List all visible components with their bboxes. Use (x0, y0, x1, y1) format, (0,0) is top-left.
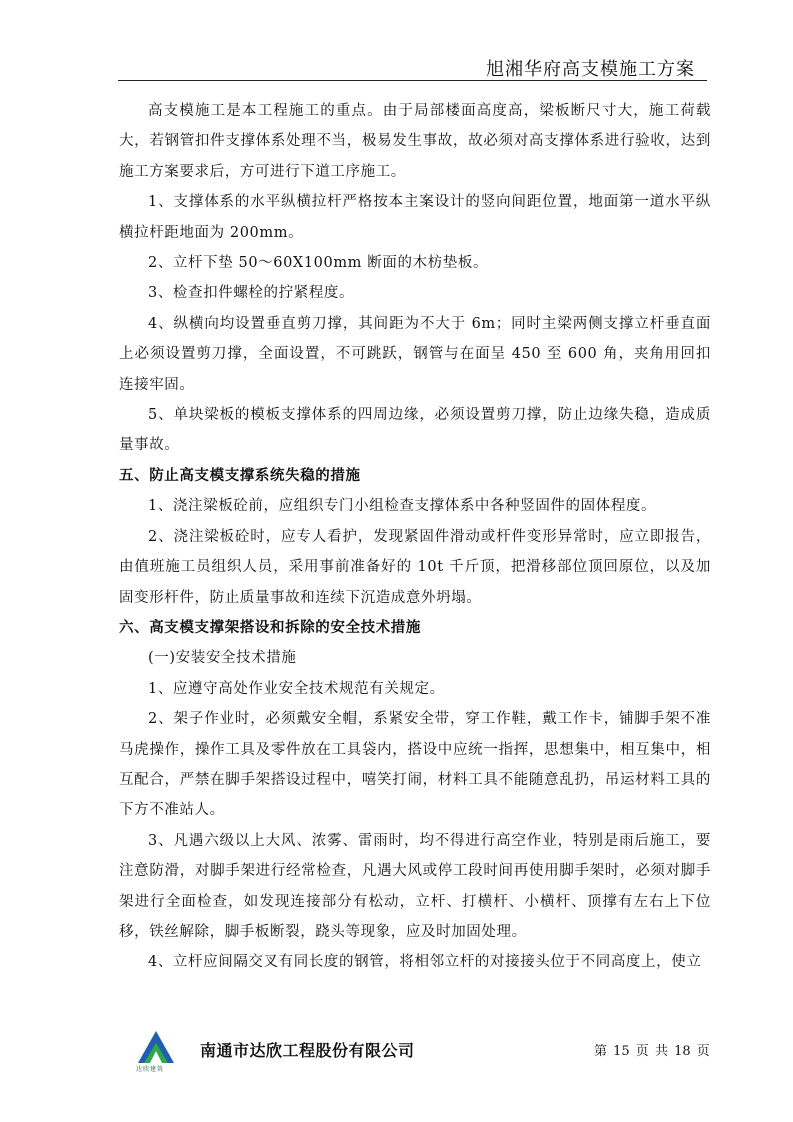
paragraph: 4、纵横向均设置垂直剪刀撑，其间距为不大于 6m；同时主梁两侧支撑立杆垂直面上必须设置剪刀撑，全面设置，不可跳跃，钢管与在面呈 450 至 600 角，夹角用回扣连接牢固。 (119, 315, 711, 393)
paragraph: 2、立杆下垫 50～60X100mm 断面的木枋垫板。 (148, 255, 489, 272)
section-heading: 六、高支模支撑架搭设和拆除的安全技术措施 (119, 619, 421, 636)
header-divider (118, 80, 707, 81)
paragraph: 4、立杆应间隔交叉有同长度的钢管，将相邻立杆的对接接头位于不同高度上，使立 (148, 954, 702, 971)
paragraph: 5、单块梁板的模板支撑体系的四周边缘，必须设置剪刀撑，防止边缘失稳，造成质量事故。 (119, 407, 711, 454)
page-footer (0, 1024, 793, 1074)
paragraph: 3、凡遇六级以上大风、浓雾、雷雨时，均不得进行高空作业，特别是雨后施工，要注意防滑，对脚手架进行经常检查，凡遇大风或停工段时间再使用脚手架时，必须对脚手架进行全面检查，如发现连接部分有松动，立杆、打横杆、小横杆、顶撑有左右上下位移，铁丝解除，脚手板断裂，跷头等现象，应及时加固处理。 (119, 832, 711, 940)
page-number: 第 15 页 共 18 页 (594, 1044, 710, 1059)
document-body (119, 96, 711, 978)
paragraph: 2、架子作业时，必须戴安全帽，系紧安全带，穿工作鞋，戴工作卡，铺脚手架不准马虎操作，操作工具及零件放在工具袋内，搭设中应统一指挥，思想集中，相互集中，相互配合，严禁在脚手架搭设过程中，嘻笑打闹，材料工具不能随意乱扔，吊运材料工具的下方不准站人。 (119, 711, 711, 819)
paragraph: 1、浇注梁板砼前，应组织专门小组检查支撑体系中各种竖固件的固体程度。 (148, 498, 657, 515)
paragraph: 3、检查扣件螺栓的拧紧程度。 (148, 285, 355, 302)
section-heading: 五、防止高支模支撑系统失稳的措施 (119, 467, 361, 484)
logo-caption: 达欣建筑 (136, 1066, 165, 1073)
paragraph: 1、支撑体系的水平纵横拉杆严格按本主案设计的竖向间距位置，地面第一道水平纵横拉杆距地面为 200mm。 (119, 194, 711, 241)
paragraph: 2、浇注梁板砼时，应专人看护，发现紧固件滑动或杆件变形异常时，应立即报告，由值班施工员组织人员，采用事前准备好的 10t 千斤顶，把滑移部位顶回原位，以及加固变形杆件，防止质量事故和连续下沉造成意外坍塌。 (119, 528, 711, 606)
company-name: 南通市达欣工程股份有限公司 (200, 1041, 415, 1060)
paragraph: 高支模施工是本工程施工的重点。由于局部楼面高度高，梁板断尺寸大，施工荷载大，若钢管扣件支撑体系处理不当，极易发生事故，故必须对高支撑体系进行验收，达到施工方案要求后，方可进行下道工序施工。 (119, 103, 711, 180)
paragraph: 1、应遵守高处作业安全技术规范有关规定。 (148, 680, 445, 697)
subsection-heading: (一)安装安全技术措施 (148, 650, 297, 667)
page-header-title: 旭湘华府高支模施工方案 (486, 59, 695, 80)
